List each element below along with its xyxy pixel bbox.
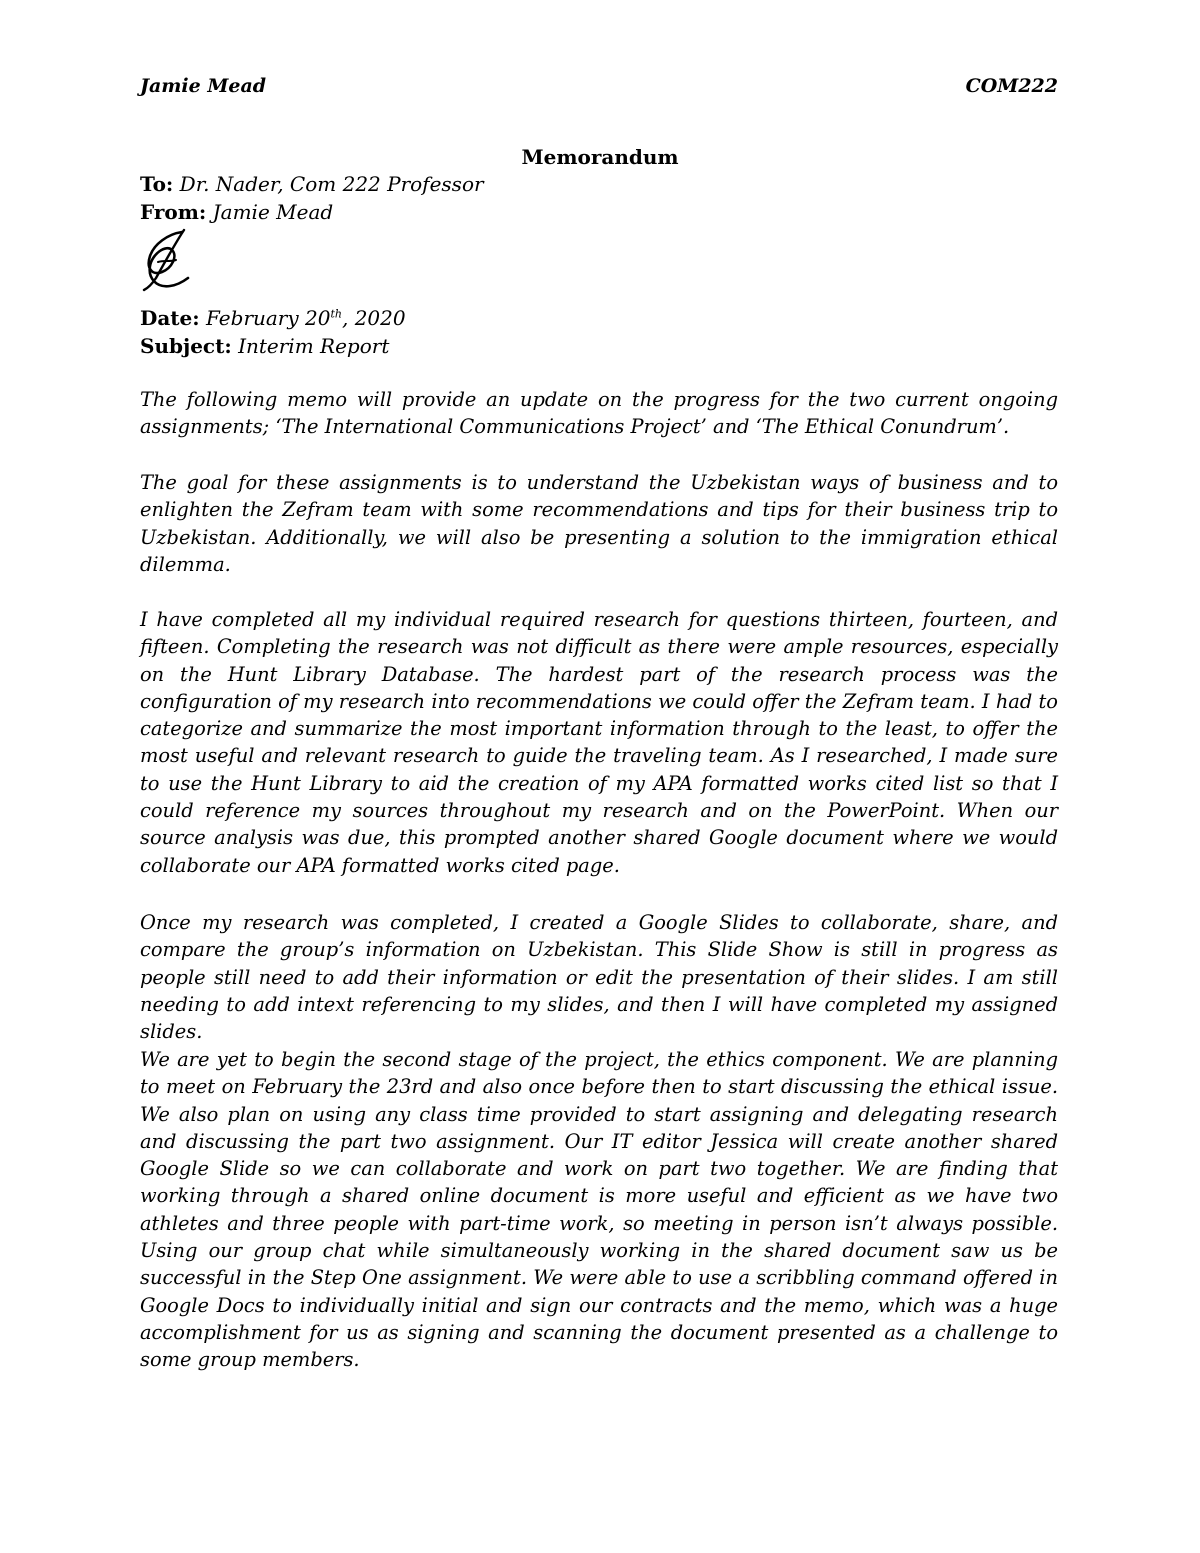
header-course: COM222 [965,75,1058,97]
memo-subject-value: Interim Report [238,334,390,358]
memo-to-line [140,170,484,198]
handwritten-signature [138,226,202,294]
memo-date-value [206,306,406,330]
memo-to-label: To: [140,172,174,196]
memo-title: Memorandum [521,145,679,169]
memo-date-year: , 2020 [341,306,406,330]
memo-from-line [140,198,333,226]
memo-date-line [140,304,406,332]
memo-date-ordinal: th [330,307,342,321]
body-paragraph-3: I have completed all my individual required research for questions thirteen, fourteen, and fifteen. Completing the research was not difficult as there were ample resources, especially on the Hunt Library Database. The hardest part of the research process was the configuration of my research into recommendations we could offer the Zefram team. I had to categorize and summarize the most important information through to the least, to offer the most useful and relevant research to guide the traveling team. As I researched, I made sure to use the Hunt Library to aid the creation of my APA formatted works cited list so that I could reference my sources throughout my research and on the PowerPoint. When our source analysis was due, this prompted another shared Google document where we would collaborate our APA formatted works cited page. [140,608,1058,877]
memo-date-main: February 20 [206,306,331,330]
memo-from-value: Jamie Mead [212,200,334,224]
memo-subject-line [140,332,389,360]
body-paragraph-4: Once my research was completed, I created a Google Slides to collaborate, share, and compare the group’s information on Uzbekistan. This Slide Show is still in progress as people still need to add their information or edit the presentation of their slides. I am still needing to add intext referencing to my slides, and then I will have completed my assigned slides. [140,911,1058,1044]
body-paragraph-5: We are yet to begin the second stage of the project, the ethics component. We are planning to meet on February the 23rd and also once before then to start discussing the ethical issue. We also plan on using any class time provided to start assigning and delegating research and discussing the part two assignment. Our IT editor Jessica will create another shared Google Slide so we can collaborate and work on part two together. We are finding that working through a shared online document is more useful and efficient as we have two athletes and three people with part-time work, so meeting in person isn’t always possible. Using our group chat while simultaneously working in the shared document saw us be successful in the Step One assignment. We were able to use a scribbling command offered in Google Docs to individually initial and sign our contracts and the memo, which was a huge accomplishment for us as signing and scanning the document presented as a challenge to some group members. [140,1048,1058,1372]
memo-date-label: Date: [140,306,200,330]
body-paragraph-2: The goal for these assignments is to understand the Uzbekistan ways of business and to enlighten the Zefram team with some recommendations and tips for their business trip to Uzbekistan. Additionally, we will also be presenting a solution to the immigration ethical dilemma. [140,471,1058,576]
memo-subject-label: Subject: [140,334,232,358]
memo-from-label: From: [140,200,207,224]
header-author: Jamie Mead [140,75,267,97]
body-paragraph-1: The following memo will provide an update on the progress for the two current ongoing assignments; ‘The International Communications Project’ and ‘The Ethical Conundrum’. [140,388,1058,439]
memo-to-value: Dr. Nader, Com 222 Professor [179,172,484,196]
